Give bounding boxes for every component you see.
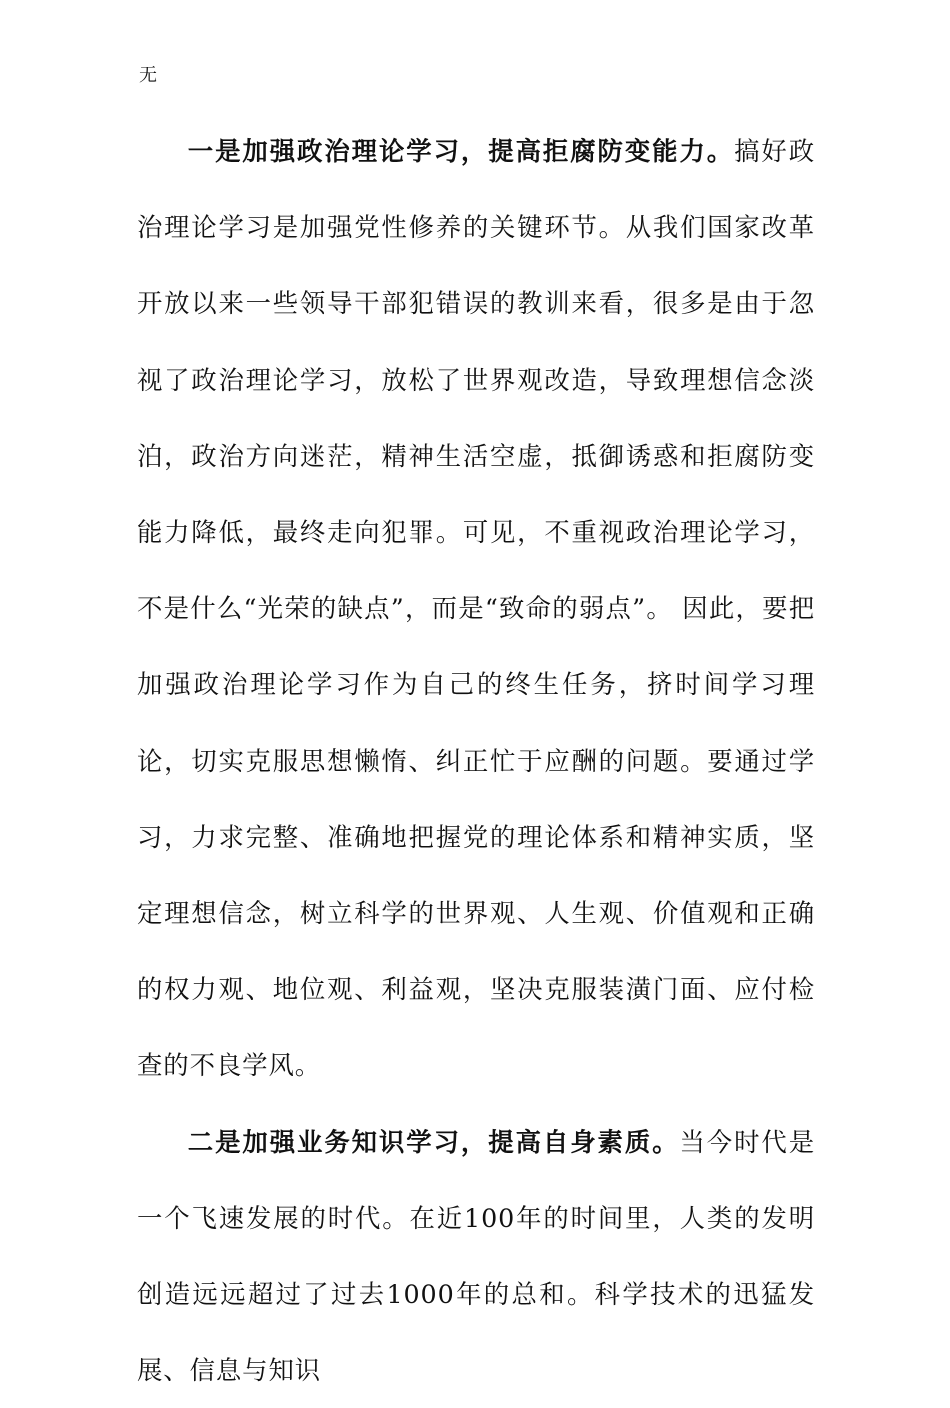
paragraph-2-lead: 二是加强业务知识学习，提高自身素质。 — [187, 1126, 680, 1157]
paragraph-1 — [137, 113, 815, 1104]
paragraph-2-text: 当今时代是一个飞速发展的时代。在近100年的时间里，人类的发明创造远远超过了过去1000年的总和。科学技术的迅猛发展、信息与知识 — [137, 1126, 815, 1386]
paragraph-1-text: 搞好政治理论学习是加强党性修养的关键环节。从我们国家改革开放以来一些领导干部犯错误的教训来看，很多是由于忽视了政治理论学习，放松了世界观改造，导致理想信念淡泊，政治方向迷茫，精神生活空虚，抵御诱惑和拒腐防变能力降低，最终走向犯罪。可见，不重视政治理论学习，不是什么“光荣的缺点”，而是“致命的弱点”。 因此，要把加强政治理论学习作为自己的终生任务，挤时间学习理论，切实克服思想懒惰、纠正忙于应酬的问题。要通过学习，力求完整、准确地把握党的理论体系和精神实质，坚定理想信念，树立科学的世界观、人生观、价值观和正确的权力观、地位观、利益观，坚决克服装潢门面、应付检查的不良学风。 — [137, 136, 815, 1081]
paragraph-1-lead: 一是加强政治理论学习，提高拒腐防变能力。 — [187, 136, 735, 166]
header-mark: 无 — [139, 65, 157, 86]
paragraph-2 — [137, 1104, 815, 1408]
document-body — [137, 113, 815, 1408]
